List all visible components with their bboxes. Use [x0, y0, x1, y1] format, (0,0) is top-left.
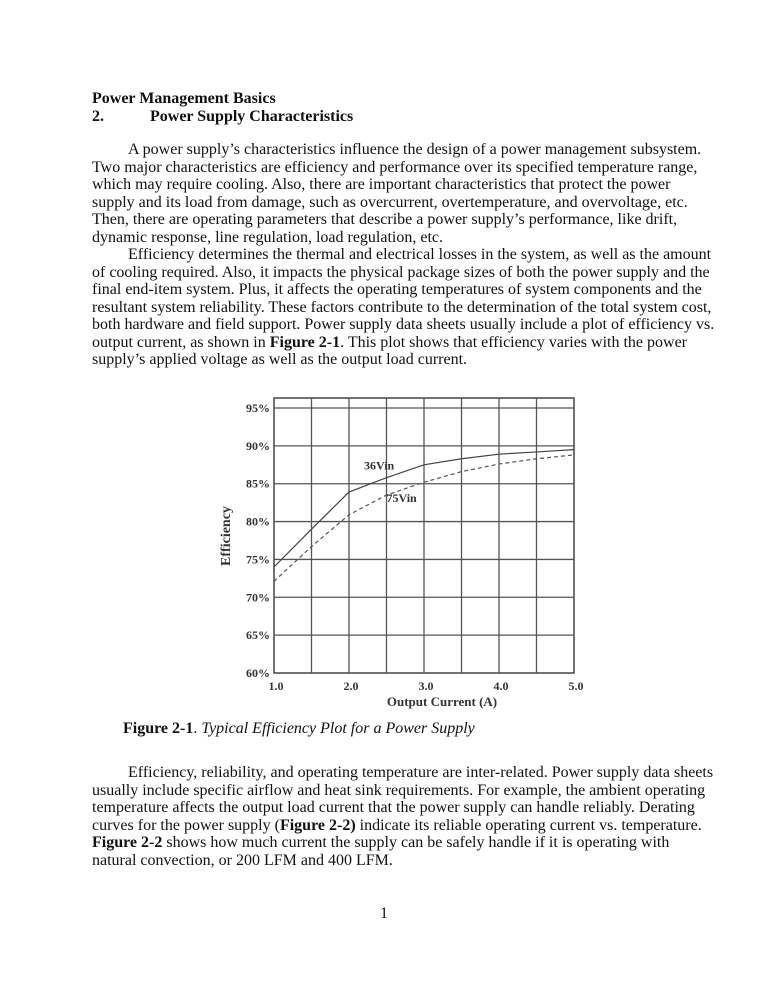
y-tick-label: 85% — [246, 476, 270, 491]
caption-separator: . — [193, 720, 202, 737]
y-tick-label: 75% — [246, 552, 270, 567]
x-tick-label: 4.0 — [493, 679, 509, 693]
text-line: Efficiency, reliability, and operating temperature are inter-related. Power supply data sheets — [128, 764, 714, 781]
text-span: output current, as shown in — [92, 333, 270, 351]
text-line: Efficiency determines the thermal and electrical losses in the system, as well as the amount — [128, 246, 712, 263]
text-line: dynamic response, line regulation, load regulation, etc. — [92, 228, 443, 246]
text-line — [92, 817, 702, 835]
series-annotation: 36Vin — [364, 458, 395, 473]
figure-caption — [123, 720, 475, 738]
chart-annotations — [364, 458, 417, 505]
x-axis-ticks — [269, 679, 584, 693]
text-line: natural convection, or 200 LFM and 400 LFM. — [92, 851, 393, 869]
text-span: curves for the power supply ( — [92, 816, 280, 834]
text-line: both hardware and field support. Power supply data sheets usually include a plot of efficiency vs. — [92, 316, 715, 333]
x-tick-label: 2.0 — [343, 679, 359, 693]
text-span: shows how much current the supply can be safely handle if it is operating with — [162, 834, 670, 851]
y-tick-label: 60% — [246, 666, 270, 680]
x-tick-label: 5.0 — [568, 679, 584, 693]
text-line: Two major characteristics are efficiency and performance over its specified temperature range, — [92, 158, 698, 176]
figure-reference: Figure 2-1 — [269, 333, 341, 351]
text-line: Then, there are operating parameters that describe a power supply’s performance, like drift, — [92, 211, 678, 228]
x-tick-label: 1.0 — [268, 679, 284, 693]
text-line: which may require cooling. Also, there are important characteristics that protect the power — [92, 176, 671, 193]
text-line — [92, 834, 669, 852]
chart-grid — [274, 398, 574, 673]
figure-reference: Figure 2-2) — [279, 816, 356, 834]
y-tick-label: 65% — [246, 628, 270, 643]
text-line: final end-item system. Plus, it affects the operating temperatures of system components and the — [92, 281, 702, 298]
y-axis-ticks — [246, 401, 270, 680]
series-annotation: 75Vin — [386, 490, 417, 505]
text-line: usually include specific airflow and heat sink requirements. For example, the ambient operating — [92, 781, 706, 799]
y-tick-label: 70% — [246, 590, 270, 605]
caption-label: Figure 2-1 — [123, 720, 194, 737]
x-axis-label: Output Current (A) — [386, 694, 498, 709]
y-tick-label: 95% — [246, 401, 270, 415]
text-span: indicate its reliable operating current vs. temperature. — [355, 816, 702, 834]
y-tick-label: 80% — [246, 514, 270, 529]
section-number: 2. — [92, 108, 104, 125]
text-span: . This plot shows that efficiency varies with the power — [340, 333, 687, 351]
text-line: supply and its load from damage, such as overcurrent, overtemperature, and overvoltage, etc. — [92, 193, 688, 211]
text-line: temperature affects the output load current that the power supply can handle reliably. Derating — [92, 799, 695, 816]
x-tick-label: 3.0 — [418, 679, 434, 693]
text-line: of cooling required. Also, it impacts the physical package sizes of both the power supply and the — [92, 263, 710, 281]
page-number: 1 — [380, 905, 388, 922]
figure-reference: Figure 2-2 — [92, 834, 163, 851]
y-axis-label: Efficiency — [219, 506, 234, 566]
text-line: supply’s applied voltage as well as the output load current. — [92, 351, 468, 368]
y-tick-label: 90% — [246, 438, 270, 453]
text-line: A power supply’s characteristics influence the design of a power management subsystem. — [128, 141, 702, 158]
text-line: resultant system reliability. These factors contribute to the determination of the total system cost, — [92, 298, 712, 316]
caption-title: Typical Efficiency Plot for a Power Supply — [201, 720, 475, 737]
document-header: Power Management Basics — [92, 90, 276, 107]
section-title: Power Supply Characteristics — [150, 108, 354, 125]
